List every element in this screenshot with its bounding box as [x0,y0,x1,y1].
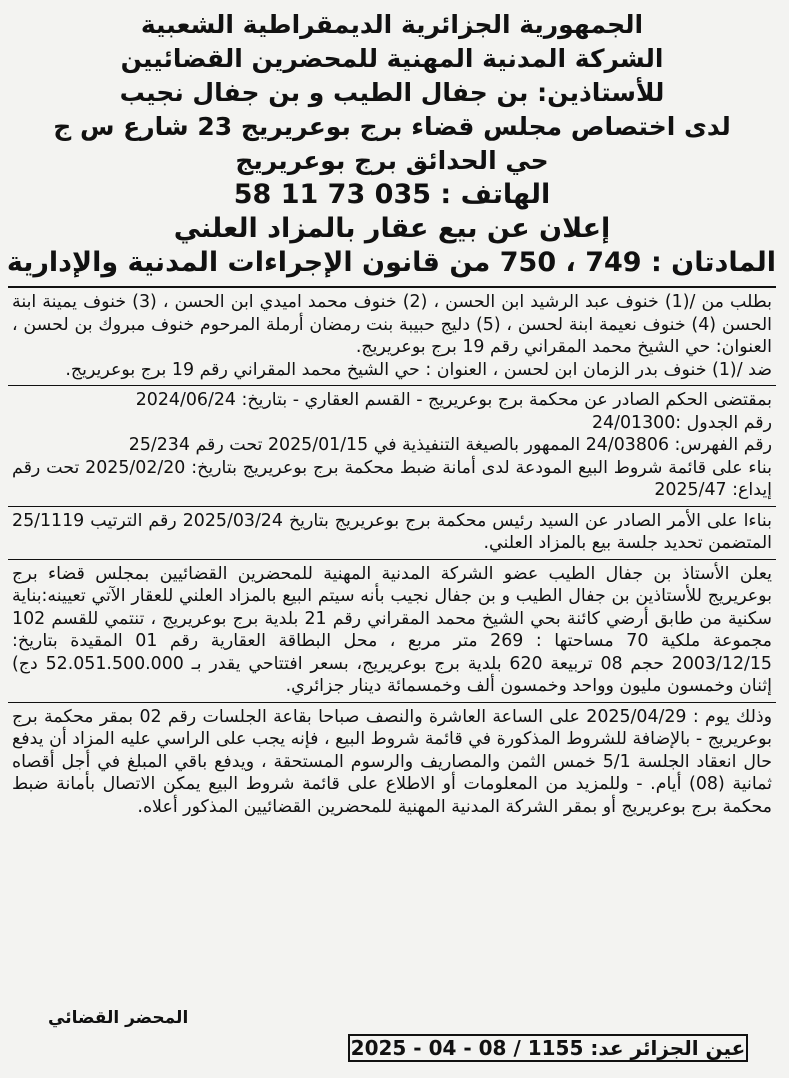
notice-title: إعلان عن بيع عقار بالمزاد العلني [173,213,611,244]
republic-title: الجمهورية الجزائرية الديمقراطية الشعبية [140,10,644,39]
judgment-line: بمقتضى الحكم الصادر عن محكمة برج بوعريريج - القسم العقاري - بتاريخ: 2024/06/24 [135,390,772,410]
announcement-section [8,560,776,703]
session-section [8,703,776,823]
order-paragraph: بناءا على الأمر الصادر عن السيد رئيس محكمة برج بوعريريج بتاريخ 2025/03/24 رقم الترتيب 25/1119 المتضمن تحديد جلسة بيع بالمزاد العلني. [12,510,772,553]
order-section [8,507,776,560]
legal-notice [8,8,776,1066]
index-number: رقم الفهرس: 24/03806 الممهور بالصيغة التنفيذية في 2025/01/15 تحت رقم 25/234 [128,435,772,455]
defendant-paragraph: ضد /(1) خنوف بدر الزمان ابن لحسن ، العنوان : حي الشيخ محمد المقراني رقم 19 برج بوعريريج. [65,359,772,380]
parties-section [8,288,776,386]
company-name: الشركة المدنية المهنية للمحضرين القضائيين [120,44,664,73]
conditions-paragraph: بناء على قائمة شروط البيع المودعة لدى أمانة ضبط محكمة برج بوعريريج بتاريخ: 2025/02/20 تحت رقم إيداع: 2025/47 [12,457,772,500]
office-district: حي الحدائق برج بوعريريج [235,146,549,175]
notice-footer [8,1006,776,1066]
claimants-paragraph: بطلب من /(1) خنوف عبد الرشيد ابن الحسن ، (2) خنوف محمد اميدي ابن الحسن ، (3) خنوف يمينة ابنة الحسن (4) خنوف نعيمة ابنة لحسن ، (5) دليج حبيبة بنت رمضان أرملة المرحوم خنوف مبروك بن لحسن ، العنوان: حي الشيخ محمد المقراني رقم 19 برج بوعريريج. [12,292,772,357]
office-phone: الهاتف : 035 73 11 58 [233,179,551,210]
docket-number: رقم الجدول :24/01300 [591,412,772,433]
announcement-paragraph: يعلن الأستاذ بن جفال الطيب عضو الشركة المدنية المهنية للمحضرين القضائيين بمجلس قضاء برج بوعريريج للأستاذين بن جفال الطيب و بن جفال نجيب بأنه سيتم البيع بالمزاد العلني للعقار الآتي تعيينه:بناية سكنية من طابق أرضي كائنة بحي الشيخ محمد المقراني رقم 21 بلدية برج بوعريريج ، تنتمي للقسم 102 مجموعة ملكية 70 مساحتها : 269 متر مربع ، محل البطاقة العقارية رقم 01 المقيدة بتاريخ: 2003/12/15 حجم 08 تربيعة 620 بلدية برج بوعريريج، بسعر افتتاحي يقدر بـ 52.051.500.000 دج) إثنان وخمسون مليون وواحد وخمسون ألف وخمسمائة دينار جزائري. [12,563,772,696]
office-address: لدى اختصاص مجلس قضاء برج بوعريريج 23 شارع س ج [53,112,731,141]
signature-label: المحضر القضائي [48,1008,189,1028]
bailiffs-names: للأستاذين: بن جفال الطيب و بن جفال نجيب [119,78,665,107]
session-paragraph: وذلك يوم : 2025/04/29 على الساعة العاشرة والنصف صباحا بقاعة الجلسات رقم 02 بمقر محكمة برج بوعريريج - بالإضافة للشروط المذكورة في قائمة شروط البيع ، فإنه يجب على الراسي عليه المزاد أن يدفع حال انعقاد الجلسة 5/1 خمس الثمن والمصاريف والرسوم المستحقة ، ويدفع باقي المبلغ في أجل أقصاه ثمانية (08) أيام. - وللمزيد من المعلومات أو الاطلاع على قائمة شروط البيع يمكن الاتصال بأمانة ضبط محكمة برج بوعريريج أو بمقر الشركة المدنية المهنية للمحضرين القضائيين المذكور أعلاه. [12,706,773,817]
publication-reference: عين الجزائر عد: 1155 / 08 - 04 - 2025 [348,1034,748,1062]
legal-articles: المادتان : 749 ، 750 من قانون الإجراءات المدنية والإدارية [6,247,776,278]
notice-header [8,8,776,288]
judgment-section [8,386,776,507]
